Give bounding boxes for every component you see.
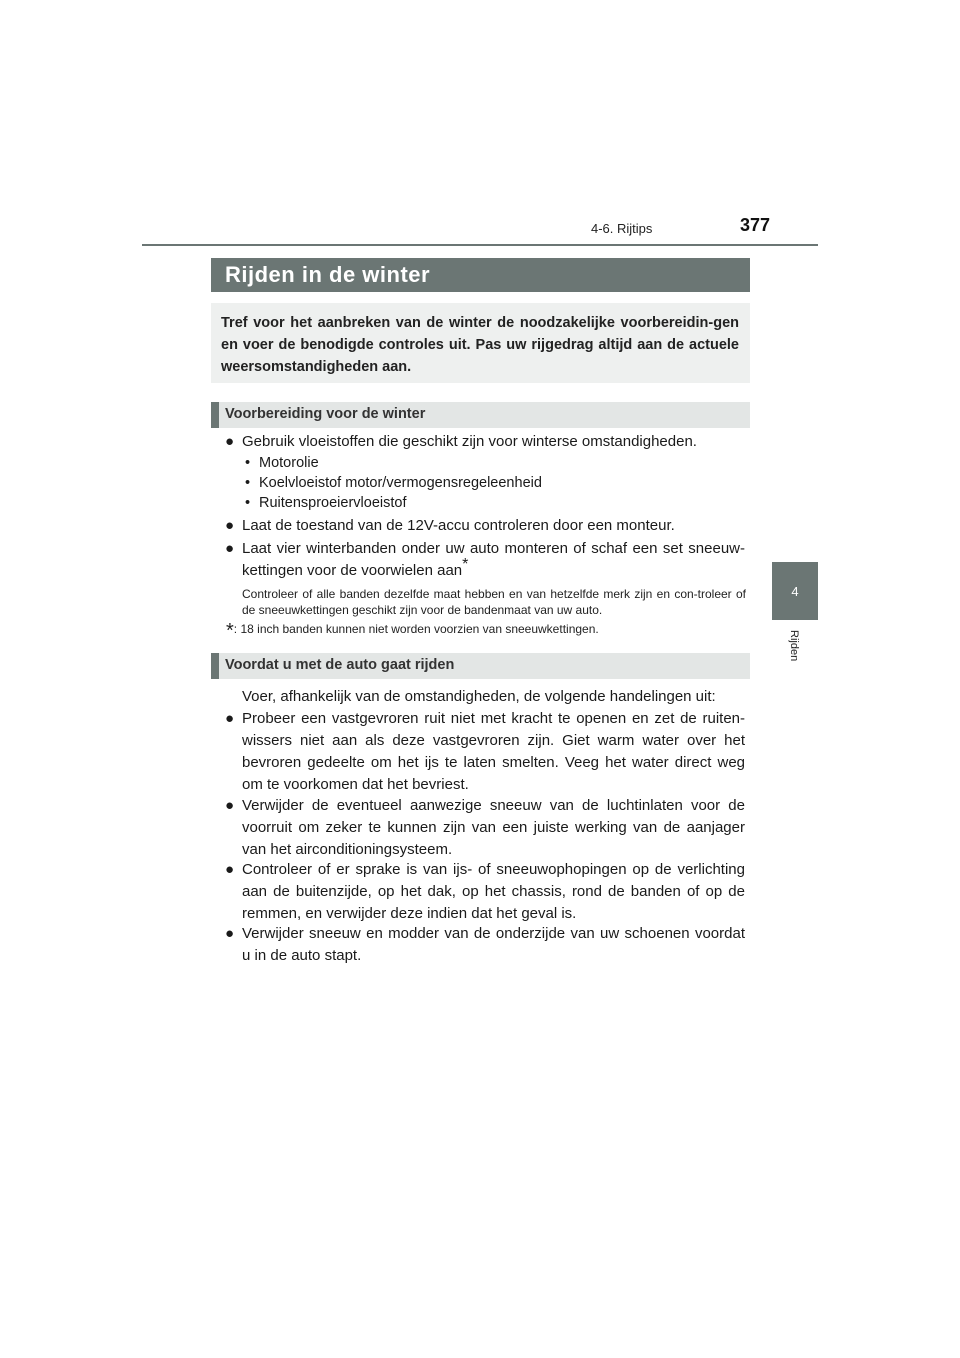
bullet-icon: ● (225, 540, 235, 557)
heading-label: Voordat u met de auto gaat rijden (225, 657, 455, 673)
bullet-icon: ● (225, 517, 235, 534)
chapter-label: Rijden (788, 630, 800, 662)
intro-text: Tref voor het aanbreken van de winter de noodzakelijke voorbereidin-gen en voer de benodigde controles uit. Pas uw rijgedrag altijd aan de actuele weersomstandigheden aan. (221, 315, 739, 375)
sub-list-item-text: Motorolie (259, 455, 319, 471)
list-item-text: Verwijder de eventueel aanwezige sneeuw van de luchtinlaten voor de voorruit om zeker te kunnen zijn van een juiste werking van de aanjager van het airconditioningsysteem. (242, 797, 745, 858)
title-bar (211, 258, 750, 292)
bullet-icon: ● (225, 710, 235, 727)
footnote-marker: * (462, 556, 469, 573)
page-number: 377 (740, 215, 771, 235)
bullet-icon: ● (225, 433, 235, 450)
sub-list-item (245, 453, 319, 473)
sub-list-item (245, 473, 542, 493)
heading-label: Voorbereiding voor de winter (225, 406, 426, 422)
footnote-text: : 18 inch banden kunnen niet worden voorzien van sneeuwkettingen. (233, 622, 599, 636)
lead-text: Voer, afhankelijk van de omstandigheden, de volgende handelingen uit: (242, 688, 716, 705)
list-item-text: Laat de toestand van de 12V-accu controleren door een monteur. (242, 517, 675, 534)
sub-list-item-text: Koelvloeistof motor/vermogensregeleenheid (259, 475, 542, 491)
sub-list-item (245, 493, 407, 513)
intro-box (211, 303, 750, 383)
section-heading-preparation (211, 402, 750, 428)
list-item-text: Verwijder sneeuw en modder van de onderzijde van uw schoenen voordat u in de auto stapt. (242, 925, 745, 964)
sub-list-item-text: Ruitensproeiervloeistof (259, 495, 407, 511)
chapter-tab (772, 562, 818, 620)
footnote (226, 620, 599, 643)
list-item-text-main: Laat vier winterbanden onder uw auto monteren of schaf een set sneeuw-kettingen voor de voorwielen aan (242, 540, 745, 579)
section-label: 4-6. Rijtips (591, 221, 653, 236)
section-heading-before-driving (211, 653, 750, 679)
bullet-icon: ● (225, 861, 235, 878)
footnote-star: * (226, 620, 234, 642)
list-item-text: Controleer of er sprake is van ijs- of sneeuwophopingen op de verlichting aan de buitenzijde, op het dak, op het chassis, rond de banden of op de remmen, en verwijder deze indien dat het geval is. (242, 861, 745, 922)
list-item-text: Gebruik vloeistoffen die geschikt zijn voor winterse omstandigheden. (242, 433, 697, 450)
chapter-number: 4 (791, 583, 799, 599)
sub-bullet-icon: • (245, 455, 251, 471)
note-text: Controleer of alle banden dezelfde maat hebben en van hetzelfde merk zijn en con-troleer of de sneeuwkettingen geschikt zijn voor de bandenmaat van uw auto. (242, 587, 746, 617)
bullet-icon: ● (225, 797, 235, 814)
sub-bullet-icon: • (245, 495, 251, 511)
page-title: Rijden in de winter (225, 262, 431, 287)
sub-bullet-icon: • (245, 475, 251, 491)
list-item-text (242, 538, 745, 582)
bullet-icon: ● (225, 925, 235, 942)
list-item-text: Probeer een vastgevroren ruit niet met kracht te openen en zet de ruiten-wissers niet aan als deze vastgevroren zijn. Giet warm water over het bevroren gedeelte om het ijs te laten smelten. Veeg het water direct weg om te voorkomen dat het bevriest. (242, 710, 745, 793)
heading-bar (211, 402, 219, 428)
header-rule (142, 244, 818, 246)
heading-bar (211, 653, 219, 679)
